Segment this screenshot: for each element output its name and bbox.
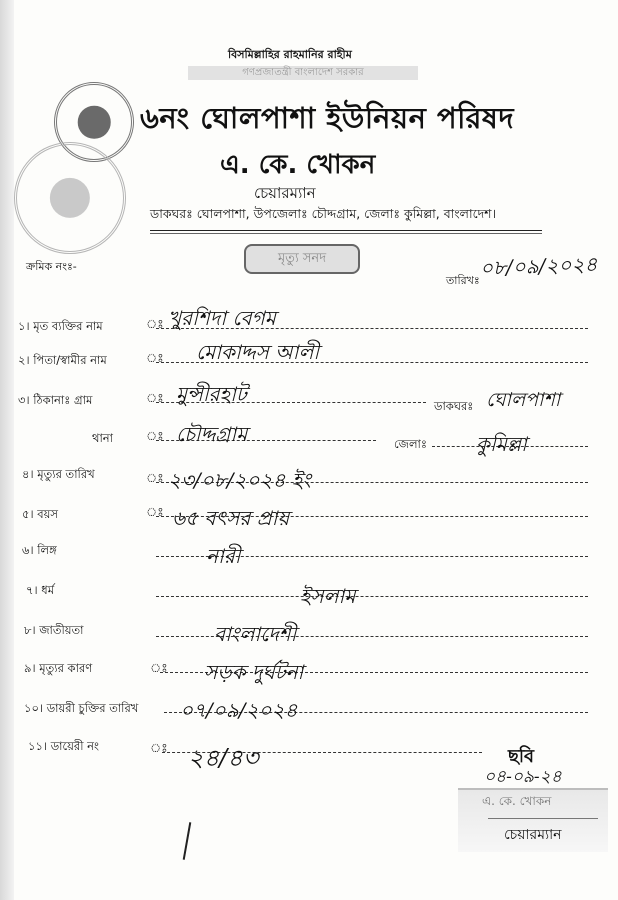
chairman-stamp	[458, 788, 608, 852]
pen-stroke	[183, 822, 192, 860]
field-label-gender: ৬। লিঙ্গ	[22, 543, 57, 557]
field-label-death-date: ৪। মৃত্যুর তারিখ	[22, 467, 95, 481]
signature-date: ০৪-০৯-২৪	[484, 767, 562, 787]
doc-type-badge: মৃত্যু সনদ	[244, 244, 360, 274]
field-line	[156, 596, 588, 597]
field-value-father-husband: মোকাদ্দস আলী	[196, 340, 320, 364]
field-label-post-office: ডাকঘরঃ	[434, 399, 474, 413]
colon: ঃ	[150, 741, 168, 755]
colon: ঃ	[146, 391, 164, 405]
colon: ঃ	[146, 351, 164, 365]
field-label-village: ৩। ঠিকানাঃ গ্রাম	[18, 393, 93, 407]
govt-header: গণপ্রজাতন্ত্রী বাংলাদেশ সরকার	[188, 66, 418, 80]
stamp-rule	[488, 818, 598, 819]
stamp-name: এ. কে. খোকন	[482, 794, 552, 808]
scan-edge	[0, 0, 14, 900]
field-value-death-cause: সড়ক দুর্ঘটনা	[204, 660, 304, 684]
field-value-district: কুমিল্লা	[476, 432, 527, 456]
field-label-diary-no: ১১। ডায়েরী নং	[28, 739, 99, 753]
field-label-religion: ৭। ধর্ম	[26, 583, 55, 597]
field-value-diary-date: ০৭/০৯/২০২৪	[180, 698, 298, 722]
field-label-death-cause: ৯। মৃত্যুর কারণ	[24, 661, 93, 675]
date-label: তারিখঃ	[446, 274, 480, 287]
field-value-village: মুন্সীরহাট	[176, 382, 247, 406]
field-label-deceased-name: ১। মৃত ব্যক্তির নাম	[18, 319, 103, 333]
bismillah-text: বিসমিল্লাহির রাহমানির রাহীম	[228, 48, 352, 61]
field-value-diary-no: ২৪/৪৩	[188, 744, 259, 772]
signature-mark: ছবি	[508, 746, 535, 767]
field-value-post-office: ঘোলপাশা	[486, 389, 561, 411]
field-value-nationality: বাংলাদেশী	[214, 622, 297, 646]
union-address: ডাকঘরঃ ঘোলপাশা, উপজেলাঃ চৌদ্দগ্রাম, জেলাঃ কুমিল্লা, বাংলাদেশ।	[150, 206, 497, 221]
field-value-age: ৬৫ বৎসর প্রায়	[172, 506, 290, 530]
chairman-designation: চেয়ারম্যান	[254, 184, 316, 202]
union-title: ৬নং ঘোলপাশা ইউনিয়ন পরিষদ	[140, 101, 515, 135]
header-divider-2	[150, 233, 542, 234]
stamp-designation: চেয়ারম্যান	[504, 827, 562, 843]
field-value-deceased-name: খুরশিদা বেগম	[168, 306, 276, 330]
colon: ঃ	[146, 471, 164, 485]
colon: ঃ	[146, 429, 164, 443]
field-label-father-husband: ২। পিতা/স্বামীর নাম	[18, 353, 107, 367]
colon: ঃ	[150, 661, 168, 675]
header-divider	[150, 230, 542, 231]
field-value-death-date: ২৩/০৮/২০২৪ ইং	[168, 468, 311, 492]
serial-label: ক্রমিক নংঃ-	[26, 260, 77, 273]
field-value-thana: চৌদ্দগ্রাম	[176, 422, 248, 446]
field-label-thana: থানা	[92, 431, 113, 445]
field-label-diary-date: ১০। ডায়রী চুক্তির তারিখ	[24, 701, 139, 715]
field-value-gender: নারী	[206, 544, 241, 568]
field-label-nationality: ৮। জাতীয়তা	[24, 623, 84, 637]
field-label-district: জেলাঃ	[394, 437, 427, 451]
chairman-name: এ. কে. খোকন	[220, 150, 376, 180]
colon: ঃ	[146, 317, 164, 331]
union-seal-icon	[14, 142, 126, 254]
field-value-religion: ইসলাম	[300, 584, 356, 608]
issue-date: ০৮/০৯/২০২৪	[479, 251, 598, 281]
field-label-age: ৫। বয়স	[22, 507, 59, 521]
colon: ঃ	[146, 505, 164, 519]
